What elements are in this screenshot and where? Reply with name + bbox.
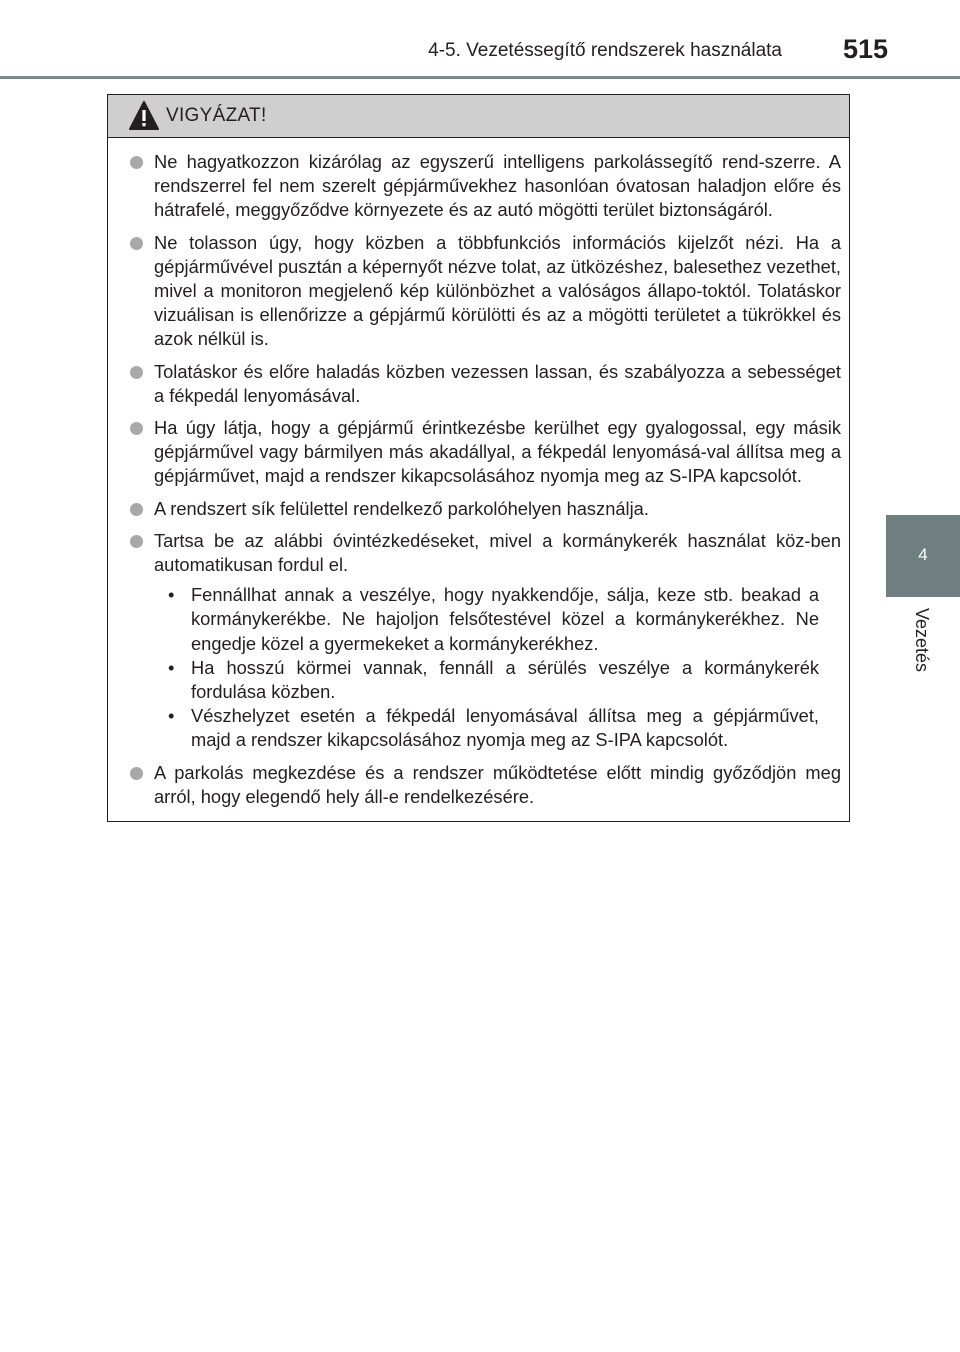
warning-item xyxy=(128,150,841,223)
warning-triangle-icon xyxy=(128,100,160,132)
warning-subitem xyxy=(154,704,841,752)
running-header-title: 4-5. Vezetéssegítő rendszerek használata xyxy=(428,40,782,61)
warning-title: VIGYÁZAT! xyxy=(166,105,267,126)
chapter-tab-number: 4 xyxy=(918,545,928,564)
bullet-dot-icon xyxy=(130,156,143,169)
warning-item xyxy=(128,416,841,489)
warning-item xyxy=(128,761,841,809)
small-bullet-icon: • xyxy=(168,705,175,727)
warning-item-text: A rendszert sík felülettel rendelkező parkolóhelyen használja. xyxy=(154,497,649,519)
warning-item-text: Tolatáskor és előre haladás közben vezessen lassan, és szabályozza a sebességet a fékpedál lenyomásával. xyxy=(154,360,841,406)
small-bullet-icon: • xyxy=(168,584,175,606)
warning-box xyxy=(107,94,850,822)
warning-item-text: A parkolás megkezdése és a rendszer működtetése előtt mindig győződjön meg arról, hogy elegendő hely áll-e rendelkezésére. xyxy=(154,761,841,807)
warning-sublist xyxy=(154,583,841,752)
small-bullet-icon: • xyxy=(168,656,175,678)
bullet-dot-icon xyxy=(130,366,143,379)
warning-item xyxy=(128,497,841,521)
warning-item xyxy=(128,529,841,753)
warning-item-text: Ne hagyatkozzon kizárólag az egyszerű intelligens parkolássegítő rend-szerre. A rendszerrel fel nem szerelt gépjárművekhez hasonlóan óvatosan haladjon előre és hátrafelé, meggyőződve környezete és az autó mögötti terület biztonságáról. xyxy=(154,151,841,221)
bullet-dot-icon xyxy=(130,535,143,548)
warning-subitem-text: Fennállhat annak a veszélye, hogy nyakkendője, sálja, keze stb. beakad a kormánykerékbe. Ne hajoljon felsőtestével közel a kormánykerékhez. Ne engedje közel a gyermekeket a kormánykerékhez. xyxy=(191,584,819,654)
warning-subitem xyxy=(154,583,841,656)
chapter-tab xyxy=(886,515,960,597)
bullet-dot-icon xyxy=(130,503,143,516)
warning-item-text: Ha úgy látja, hogy a gépjármű érintkezésbe kerülhet egy gyalogossal, egy másik gépjárművel vagy bármilyen más akadállyal, a fékpedál lenyomásá-val állítsa meg a gépjárművet, majd a rendszer kikapcsolásához nyomja meg az S-IPA kapcsolót. xyxy=(154,417,841,487)
bullet-dot-icon xyxy=(130,237,143,250)
bullet-dot-icon xyxy=(130,767,143,780)
warning-subitem-text: Ha hosszú körmei vannak, fennáll a sérülés veszélye a kormánykerék fordulása közben. xyxy=(191,656,819,703)
chapter-side-label xyxy=(886,598,960,698)
warning-item xyxy=(128,360,841,408)
warning-item-text: Ne tolasson úgy, hogy közben a többfunkciós információs kijelzőt nézi. Ha a gépjárművével pusztán a képernyőt nézve tolat, az ütközéshez, balesethez vezethet, mivel a monitoron megjelenő kép különbözhet a valóságos állapo-toktól. Tolatáskor vizuálisan is ellenőrizze a gépjármű körülötti és az a mögötti területet a tükrökkel és azok nélkül is. xyxy=(154,231,841,350)
warning-header xyxy=(108,95,849,138)
header-divider xyxy=(0,76,960,79)
warning-subitem xyxy=(154,656,841,704)
warning-item xyxy=(128,231,841,352)
chapter-side-label-text: Vezetés xyxy=(912,608,932,673)
page-number: 515 xyxy=(842,34,888,64)
warning-item-text: Tartsa be az alábbi óvintézkedéseket, mivel a kormánykerék használat köz-ben automatikusan fordul el. xyxy=(154,529,841,576)
bullet-dot-icon xyxy=(130,422,143,435)
warning-subitem-text: Vészhelyzet esetén a fékpedál lenyomásával állítsa meg a gépjárművet, majd a rendszer kikapcsolásához nyomja meg az S-IPA kapcsolót. xyxy=(191,705,819,751)
warning-body xyxy=(108,138,849,809)
